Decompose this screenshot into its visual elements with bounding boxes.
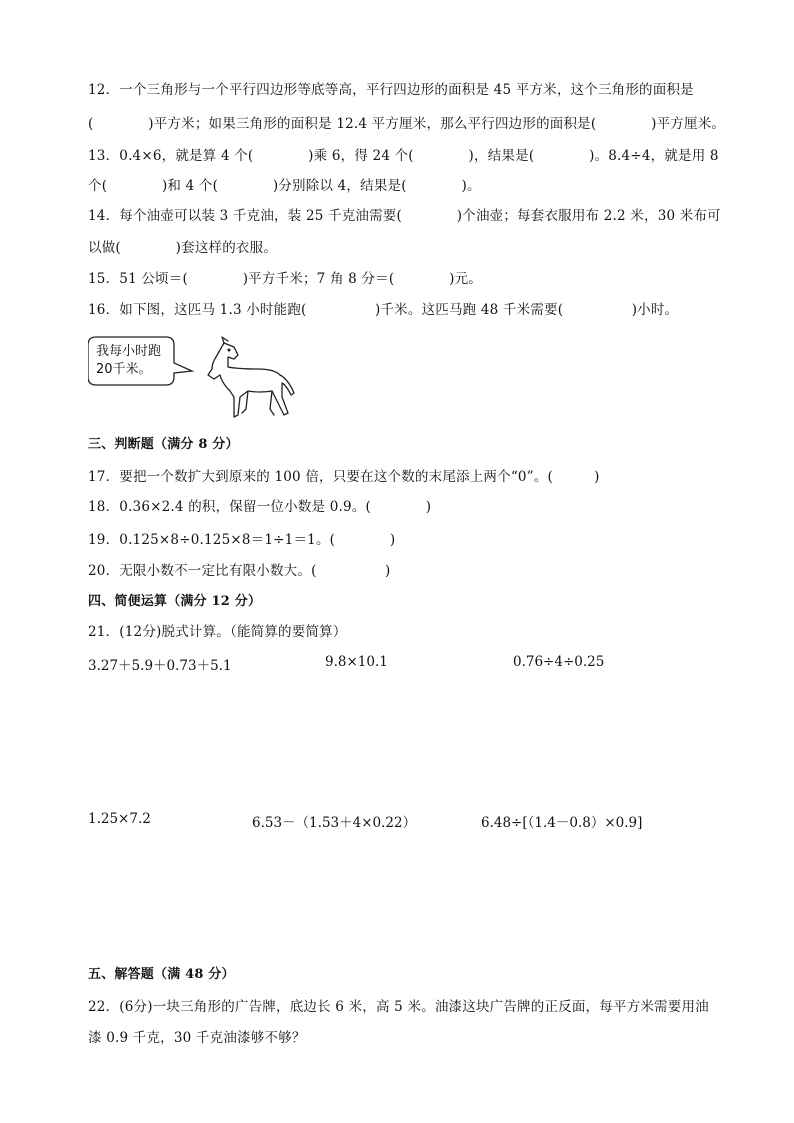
q22-line1: 22．(6分)一块三角形的广告牌，底边长 6 米，高 5 米。油漆这块广告牌的正反面，每平方米需要用油 — [88, 999, 709, 1015]
bubble-text-line2: 20千米。 — [96, 362, 152, 377]
calc-1-3: 0.76÷4÷0.25 — [513, 654, 605, 670]
calc-1-2: 9.8×10.1 — [325, 654, 388, 670]
q18-line: 18．0.36×2.4 的积，保留一位小数是 0.9。( ) — [88, 499, 432, 515]
q19-line: 19．0.125×8÷0.125×8＝1÷1＝1。( ) — [88, 532, 396, 548]
calc-2-1: 1.25×7.2 — [88, 811, 151, 827]
q13-line1: 13．0.4×6，就是算 4 个( )乘 6，得 24 个( )，结果是( )。8.4÷4，就是用 8 — [88, 148, 719, 164]
q16-line: 16．如下图，这匹马 1.3 小时能跑( )千米。这匹马跑 48 千米需要( )小时。 — [88, 302, 679, 318]
section3-heading: 三、判断题（满分 8 分） — [88, 437, 239, 452]
horse-icon — [208, 337, 294, 417]
calc-2-2: 6.53－（1.53＋4×0.22） — [252, 815, 417, 831]
bubble-text-line1: 我每小时跑 — [96, 344, 162, 359]
calc-1-1: 3.27＋5.9＋0.73＋5.1 — [88, 658, 232, 674]
q12-line2: ( )平方米；如果三角形的面积是 12.4 平方厘米，那么平行四边形的面积是( )平方厘米。 — [88, 116, 726, 132]
q22-line2: 漆 0.9 千克，30 千克油漆够不够？ — [88, 1030, 306, 1046]
horse-illustration — [88, 335, 303, 425]
section5-heading: 五、解答题（满 48 分） — [88, 967, 235, 982]
q13-line2: 个( )和 4 个( )分别除以 4，结果是( )。 — [88, 178, 481, 194]
q12-line1: 12．一个三角形与一个平行四边形等底等高，平行四边形的面积是 45 平方米，这个三角形的面积是 — [88, 82, 694, 98]
speech-bubble-horse-svg — [88, 335, 303, 425]
q14-line1: 14．每个油壶可以装 3 千克油，装 25 千克油需要( )个油壶；每套衣服用布 2.2 米，30 米布可 — [88, 208, 721, 224]
q14-line2: 以做( )套这样的衣服。 — [88, 240, 278, 256]
q17-line: 17．要把一个数扩大到原来的 100 倍，只要在这个数的末尾添上两个“0”。( ) — [88, 469, 600, 485]
q15-line: 15．51 公顷＝( )平方千米；7 角 8 分＝( )元。 — [88, 271, 482, 287]
section4-heading: 四、简便运算（满分 12 分） — [88, 594, 262, 609]
q21-line: 21．(12分)脱式计算。（能简算的要简算） — [88, 624, 347, 640]
q20-line: 20．无限小数不一定比有限小数大。( ) — [88, 563, 391, 579]
calc-2-3: 6.48÷[（1.4－0.8）×0.9] — [481, 815, 643, 831]
